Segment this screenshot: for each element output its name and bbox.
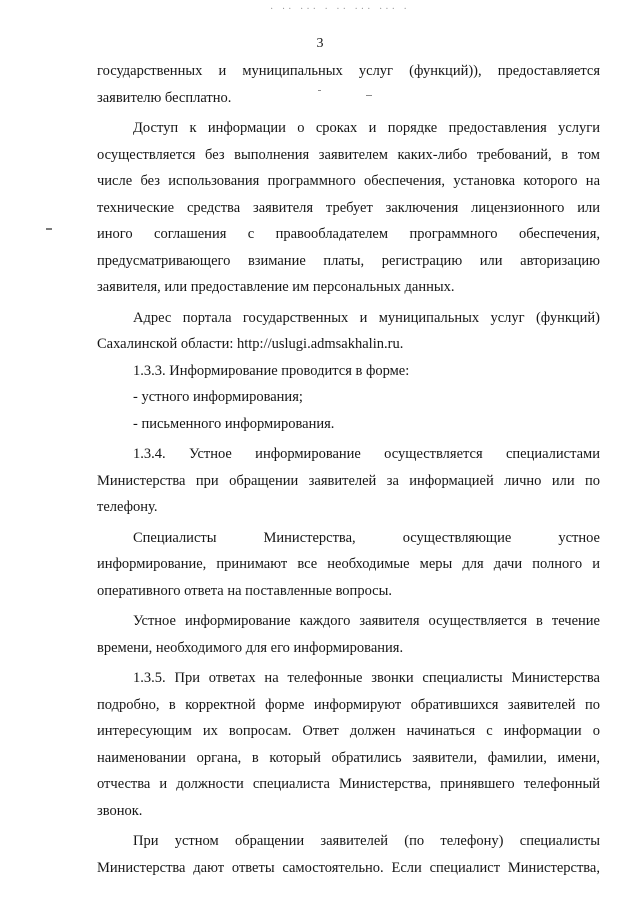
- paragraph: [97, 384, 600, 411]
- text-line: информирование, принимают все необходимые меры для дачи полного и: [97, 556, 600, 572]
- text-line: 1.3.5. При ответах на телефонные звонки специалисты Министерства: [133, 670, 600, 686]
- text-line: заявителя, или предоставление им персональных данных.: [97, 279, 455, 295]
- text-line: технические средства заявителя требует заключения лицензионного или: [97, 199, 600, 216]
- paragraph: [97, 608, 600, 661]
- margin-mark: [46, 228, 52, 230]
- paragraph: [97, 305, 600, 358]
- text-line: 1.3.3. Информирование проводится в форме:: [133, 362, 410, 379]
- paragraph: [97, 828, 600, 881]
- text-line: наименовании органа, в который обратились заявители, фамилии, имени,: [97, 749, 600, 766]
- paragraph: [97, 665, 600, 824]
- paragraph: [97, 411, 600, 438]
- text-line: Адрес портала государственных и муниципальных услуг (функций): [133, 309, 600, 326]
- text-line: иного соглашения с правообладателем программного обеспечения,: [97, 226, 600, 242]
- text-line: - письменного информирования.: [133, 415, 335, 432]
- paragraph: [97, 115, 600, 301]
- paragraph: [97, 58, 600, 111]
- text-line: Устное информирование каждого заявителя осуществляется в течение: [133, 613, 600, 629]
- paragraph: [97, 441, 600, 521]
- text-line: - устного информирования;: [133, 389, 303, 405]
- paragraph: [97, 358, 600, 385]
- text-line: подробно, в корректной форме информируют обратившихся заявителей по: [97, 696, 600, 713]
- text-line: Доступ к информации о сроках и порядке предоставления услуги: [133, 120, 600, 136]
- paragraph: [97, 525, 600, 605]
- text-line: времени, необходимого для его информирования.: [97, 639, 404, 656]
- text-line: числе без использования программного обеспечения, установка которого на: [97, 173, 600, 189]
- text-line: Министерства дают ответы самостоятельно. Если специалист Министерства,: [97, 859, 600, 876]
- text-line: Специалисты Министерства, осуществляющие устное: [133, 529, 600, 546]
- document-body: [97, 58, 600, 881]
- text-line: Министерства при обращении заявителей за информацией лично или по: [97, 472, 600, 489]
- text-line: звонок.: [97, 802, 143, 819]
- text-line: государственных и муниципальных услуг (функций)), предоставляется: [97, 63, 600, 79]
- text-line: интересующим их вопросам. Ответ должен начинаться с информации о: [97, 723, 600, 739]
- text-line: телефону.: [97, 499, 158, 515]
- text-line: оперативного ответа на поставленные вопросы.: [97, 582, 392, 599]
- text-line: осуществляется без выполнения заявителем каких-либо требований, в том: [97, 146, 600, 163]
- text-line: предусматривающего взимание платы, регистрацию или авторизацию: [97, 252, 600, 269]
- text-line: При устном обращении заявителей (по телефону) специалисты: [133, 833, 600, 849]
- scan-header-mark: · ·· ··· · ·· ··· ··· ·: [270, 4, 410, 15]
- page-number: 3: [316, 36, 324, 51]
- text-line: отчества и должности специалиста Министерства, принявшего телефонный: [97, 776, 600, 792]
- text-line: 1.3.4. Устное информирование осуществляется специалистами: [133, 446, 600, 462]
- text-line: заявителю бесплатно.: [97, 89, 232, 106]
- text-line: Сахалинской области: http://uslugi.admsakhalin.ru.: [97, 336, 404, 352]
